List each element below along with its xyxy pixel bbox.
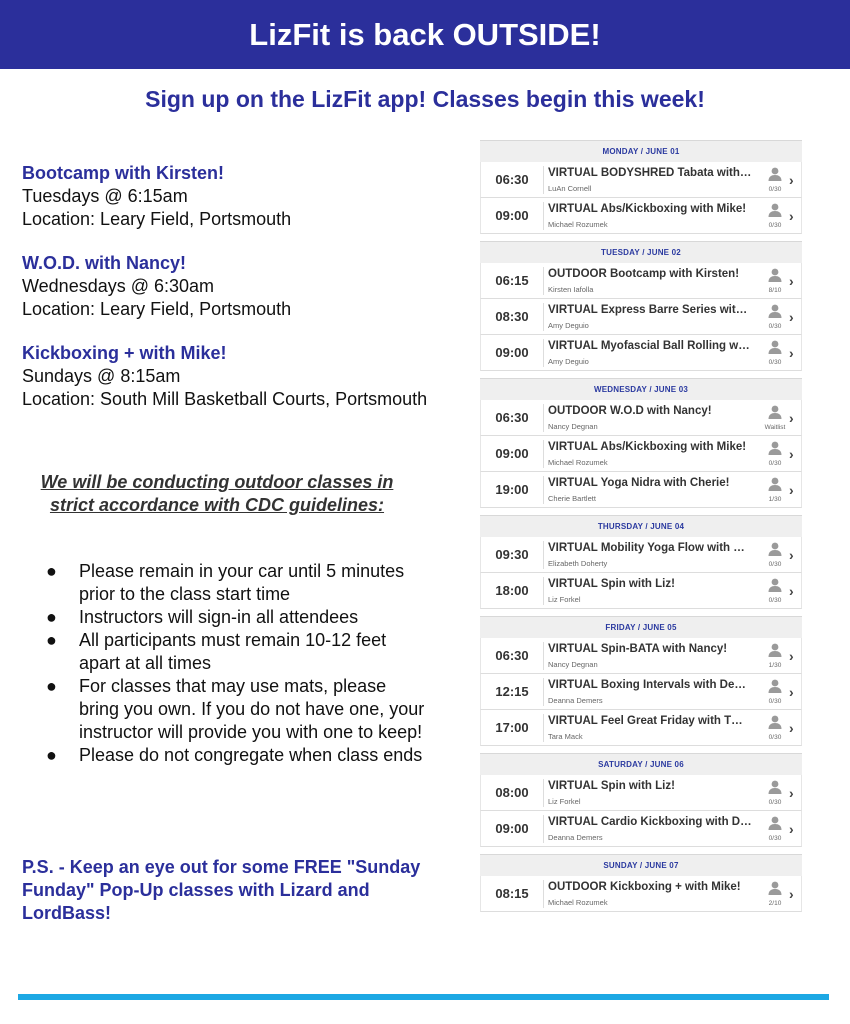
spots-count: 0/30: [768, 323, 782, 330]
chevron-right-icon[interactable]: ›: [789, 273, 794, 289]
class-time: 09:00: [495, 821, 529, 836]
divider: [543, 678, 544, 706]
schedule-day: [480, 616, 802, 746]
instructor-name: Elizabeth Doherty: [548, 559, 608, 568]
schedule-day: [480, 378, 802, 508]
class-location: Location: Leary Field, Portsmouth: [22, 209, 292, 229]
spots-count: 0/30: [768, 561, 782, 568]
instructor-name: Nancy Degnan: [548, 422, 598, 431]
spots-count: 0/30: [768, 698, 782, 705]
class-time: 08:00: [495, 785, 529, 800]
class-row[interactable]: [480, 710, 802, 746]
chevron-right-icon[interactable]: ›: [789, 785, 794, 801]
divider: [543, 714, 544, 742]
person-icon: [767, 780, 783, 794]
class-name: VIRTUAL BODYSHRED Tabata with…: [548, 167, 752, 179]
class-time: 06:15: [495, 273, 529, 288]
instructor-name: Kirsten Iafolla: [548, 285, 594, 294]
day-header: THURSDAY / JUNE 04: [480, 515, 802, 537]
spots-count: 0/30: [768, 835, 782, 842]
class-row[interactable]: [480, 537, 802, 573]
chevron-right-icon[interactable]: ›: [789, 309, 794, 325]
instructor-name: Amy Deguio: [548, 321, 589, 330]
chevron-right-icon[interactable]: ›: [789, 821, 794, 837]
divider: [543, 541, 544, 569]
class-time: 19:00: [495, 482, 529, 497]
class-row[interactable]: [480, 573, 802, 609]
chevron-right-icon[interactable]: ›: [789, 547, 794, 563]
guideline-text: Please remain in your car until 5 minutes prior to the class start time: [79, 561, 405, 604]
class-block-kickboxing: [22, 342, 452, 411]
divider: [543, 476, 544, 504]
class-row[interactable]: [480, 876, 802, 912]
divider: [543, 815, 544, 843]
instructor-name: Deanna Demers: [548, 833, 603, 842]
divider: [543, 267, 544, 295]
person-icon: [767, 715, 783, 729]
person-icon: [767, 167, 783, 181]
ps-note: P.S. - Keep an eye out for some FREE "Sunday Funday" Pop-Up classes with Lizard and LordBass!: [22, 857, 421, 923]
class-name: VIRTUAL Mobility Yoga Flow with …: [548, 542, 745, 554]
class-time: 18:00: [495, 583, 529, 598]
chevron-right-icon[interactable]: ›: [789, 583, 794, 599]
schedule-day: [480, 515, 802, 609]
class-row[interactable]: [480, 400, 802, 436]
header-banner: [0, 0, 850, 69]
guideline-text: All participants must remain 10-12 feet apart at all times: [79, 630, 387, 673]
class-location: Location: Leary Field, Portsmouth: [22, 299, 292, 319]
class-name: VIRTUAL Boxing Intervals with De…: [548, 679, 746, 691]
spots-count: 2/10: [768, 900, 782, 907]
class-title: Bootcamp with Kirsten!: [22, 163, 225, 183]
divider: [543, 642, 544, 670]
spots-count: 0/30: [768, 222, 782, 229]
bullet-icon: ●: [46, 676, 57, 696]
class-time: 09:00: [495, 345, 529, 360]
chevron-right-icon[interactable]: ›: [789, 648, 794, 664]
class-row[interactable]: [480, 299, 802, 335]
instructor-name: Nancy Degnan: [548, 660, 598, 669]
class-time: 08:30: [495, 309, 529, 324]
day-header: WEDNESDAY / JUNE 03: [480, 378, 802, 400]
class-row[interactable]: [480, 674, 802, 710]
class-name: VIRTUAL Spin with Liz!: [548, 780, 675, 792]
page-title: LizFit is back OUTSIDE!: [249, 16, 601, 52]
spots-count: 0/30: [768, 597, 782, 604]
guideline-text: Please do not congregate when class ends: [79, 745, 423, 765]
chevron-right-icon[interactable]: ›: [789, 684, 794, 700]
class-row[interactable]: [480, 811, 802, 847]
day-header: FRIDAY / JUNE 05: [480, 616, 802, 638]
guideline-text: For classes that may use mats, please bring you own. If you do not have one, your instructor will provide you with one to keep!: [79, 676, 425, 742]
person-icon: [767, 477, 783, 491]
instructor-name: Michael Rozumek: [548, 898, 608, 907]
person-icon: [767, 268, 783, 282]
guidelines-list: [46, 560, 426, 767]
person-icon: [767, 643, 783, 657]
chevron-right-icon[interactable]: ›: [789, 345, 794, 361]
class-title: W.O.D. with Nancy!: [22, 253, 187, 273]
chevron-right-icon[interactable]: ›: [789, 172, 794, 188]
spots-count: 0/30: [768, 359, 782, 366]
divider: [543, 404, 544, 432]
schedule-day: [480, 854, 802, 912]
class-name: OUTDOOR W.O.D with Nancy!: [548, 405, 712, 417]
instructor-name: Michael Rozumek: [548, 220, 608, 229]
divider: [543, 339, 544, 367]
spots-count: Waitlist: [764, 424, 786, 431]
class-time: 09:30: [495, 547, 529, 562]
class-time: 06:30: [495, 648, 529, 663]
class-time: 08:15: [495, 886, 529, 901]
bullet-icon: ●: [46, 561, 57, 581]
class-time: 09:00: [495, 446, 529, 461]
schedule-day: [480, 753, 802, 847]
day-header: TUESDAY / JUNE 02: [480, 241, 802, 263]
instructor-name: Liz Forkel: [548, 595, 581, 604]
class-row[interactable]: [480, 335, 802, 371]
class-time: 06:30: [495, 410, 529, 425]
chevron-right-icon[interactable]: ›: [789, 208, 794, 224]
chevron-right-icon[interactable]: ›: [789, 886, 794, 902]
person-icon: [767, 441, 783, 455]
class-row[interactable]: [480, 472, 802, 508]
class-name: VIRTUAL Abs/Kickboxing with Mike!: [548, 441, 747, 453]
class-time: 17:00: [495, 720, 529, 735]
day-header: MONDAY / JUNE 01: [480, 140, 802, 162]
person-icon: [767, 203, 783, 217]
instructor-name: Cherie Bartlett: [548, 494, 596, 503]
class-when: Sundays @ 8:15am: [22, 366, 181, 386]
spots-count: 0/30: [768, 799, 782, 806]
person-icon: [767, 340, 783, 354]
bullet-icon: ●: [46, 630, 57, 650]
cdc-notice: We will be conducting outdoor classes in strict accordance with CDC guidelines:: [40, 472, 394, 515]
class-name: OUTDOOR Bootcamp with Kirsten!: [548, 268, 740, 280]
instructor-name: LuAn Cornell: [548, 184, 592, 193]
chevron-right-icon[interactable]: ›: [789, 446, 794, 462]
spots-count: 1/30: [768, 662, 782, 669]
list-item: [46, 560, 426, 606]
class-when: Tuesdays @ 6:15am: [22, 186, 188, 206]
class-row[interactable]: [480, 775, 802, 811]
day-header: SUNDAY / JUNE 07: [480, 854, 802, 876]
class-time: 06:30: [495, 172, 529, 187]
class-location: Location: South Mill Basketball Courts, Portsmouth: [22, 389, 428, 409]
divider: [543, 577, 544, 605]
list-item: [46, 675, 426, 744]
class-row[interactable]: [480, 198, 802, 234]
schedule-day: [480, 140, 802, 234]
spots-count: 1/30: [768, 496, 782, 503]
signup-subheading: Sign up on the LizFit app! Classes begin this week!: [145, 86, 705, 112]
person-icon: [767, 881, 783, 895]
class-row[interactable]: [480, 638, 802, 674]
list-item: [46, 629, 426, 675]
divider: [543, 880, 544, 908]
list-item: [46, 744, 426, 767]
chevron-right-icon[interactable]: ›: [789, 720, 794, 736]
divider: [543, 303, 544, 331]
person-icon: [767, 578, 783, 592]
class-list: [22, 162, 452, 432]
chevron-right-icon[interactable]: ›: [789, 482, 794, 498]
bullet-icon: ●: [46, 607, 57, 627]
class-time: 09:00: [495, 208, 529, 223]
class-schedule: [480, 140, 802, 919]
person-icon: [767, 304, 783, 318]
instructor-name: Michael Rozumek: [548, 458, 608, 467]
person-icon: [767, 542, 783, 556]
person-icon: [767, 405, 783, 419]
class-name: VIRTUAL Spin-BATA with Nancy!: [548, 643, 728, 655]
person-icon: [767, 816, 783, 830]
schedule-day: [480, 241, 802, 371]
class-title: Kickboxing + with Mike!: [22, 343, 227, 363]
class-name: VIRTUAL Abs/Kickboxing with Mike!: [548, 203, 747, 215]
spots-count: 0/30: [768, 734, 782, 741]
instructor-name: Liz Forkel: [548, 797, 581, 806]
class-name: VIRTUAL Feel Great Friday with T…: [548, 715, 743, 727]
class-block-bootcamp: [22, 162, 452, 231]
day-header: SATURDAY / JUNE 06: [480, 753, 802, 775]
class-time: 12:15: [495, 684, 529, 699]
divider: [543, 440, 544, 468]
class-name: VIRTUAL Cardio Kickboxing with D…: [548, 816, 752, 828]
guideline-text: Instructors will sign-in all attendees: [79, 607, 359, 627]
instructor-name: Amy Deguio: [548, 357, 589, 366]
class-row[interactable]: [480, 436, 802, 472]
class-name: VIRTUAL Spin with Liz!: [548, 578, 675, 590]
class-name: VIRTUAL Myofascial Ball Rolling w…: [548, 340, 750, 352]
class-block-wod: [22, 252, 452, 321]
class-row[interactable]: [480, 263, 802, 299]
list-item: [46, 606, 426, 629]
class-name: VIRTUAL Express Barre Series wit…: [548, 304, 748, 316]
class-name: OUTDOOR Kickboxing + with Mike!: [548, 881, 741, 893]
class-when: Wednesdays @ 6:30am: [22, 276, 215, 296]
class-row[interactable]: [480, 162, 802, 198]
spots-count: 8/10: [768, 287, 782, 294]
divider: [543, 202, 544, 230]
spots-count: 0/30: [768, 186, 782, 193]
instructor-name: Deanna Demers: [548, 696, 603, 705]
divider: [543, 166, 544, 194]
chevron-right-icon[interactable]: ›: [789, 410, 794, 426]
class-name: VIRTUAL Yoga Nidra with Cherie!: [548, 477, 730, 489]
bottom-divider: [18, 994, 829, 1000]
person-icon: [767, 679, 783, 693]
instructor-name: Tara Mack: [548, 732, 583, 741]
divider: [543, 779, 544, 807]
spots-count: 0/30: [768, 460, 782, 467]
bullet-icon: ●: [46, 745, 57, 765]
